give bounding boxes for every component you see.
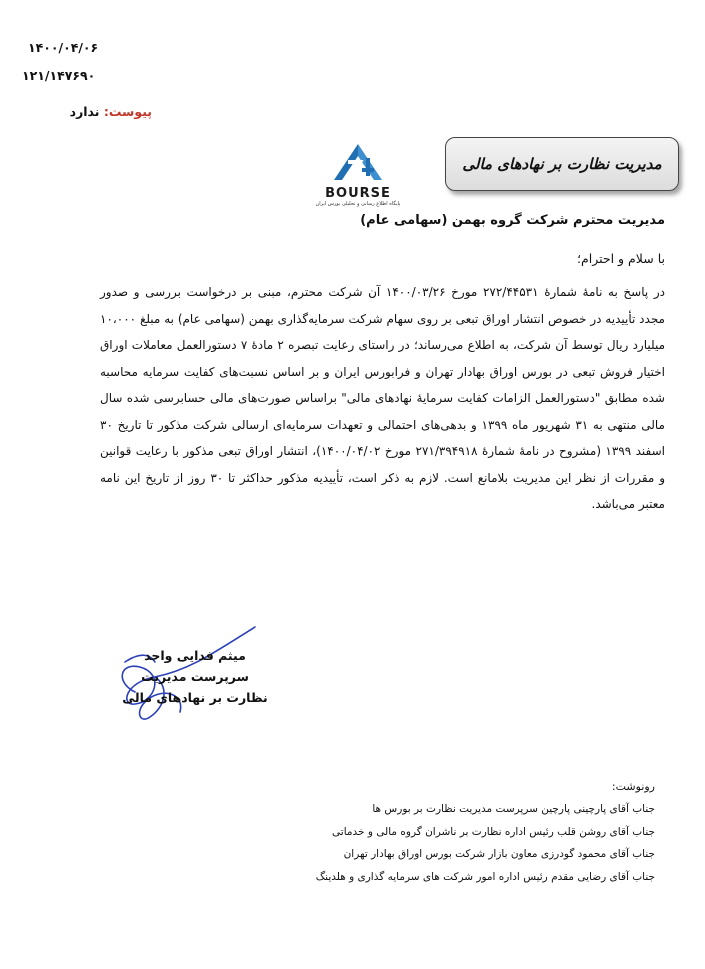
greeting: با سلام و احترام؛: [577, 251, 665, 266]
signatory-title: سرپرست مدیریت: [141, 669, 249, 684]
cc-list: [316, 798, 655, 888]
list-item: جناب آقای روشن قلب رئیس اداره نظارت بر ناشران گروه مالی و خدماتی: [332, 825, 655, 838]
signatory-name: میثم فدایی واحد: [144, 648, 246, 663]
attachment-value: ندارد: [69, 104, 100, 119]
logo-text: BOURSE: [325, 186, 391, 201]
cc-title: رونوشت:: [611, 780, 655, 793]
letter-date: ۱۴۰۰/۰۴/۰۶: [28, 40, 99, 55]
list-item: جناب آقای محمود گودرزی معاون بازار شرکت بورس اوراق بهادار تهران: [343, 848, 655, 860]
letter-number: ۱۲۱/۱۴۷۶۹۰: [22, 68, 96, 83]
list-item: جناب آقای پارچینی پارچین سرپرست مدیریت نظارت بر بورس ها: [372, 803, 655, 815]
signature-block: [120, 645, 270, 708]
attachment-label: پیوست:: [103, 104, 152, 119]
attachment-line: [60, 104, 152, 119]
logo-subtitle: پایگاه اطلاع رسانی و تحلیلی بورس ایران: [315, 201, 401, 207]
recipient: مدیریت محترم شرکت گروه بهمن (سهامی عام): [360, 213, 665, 228]
department-box: مدیریت نظارت بر نهادهای مالی: [445, 137, 679, 191]
letter-body: در پاسخ به نامۀ شمارۀ ۲۷۲/۴۴۵۳۱ مورخ ۱۴۰۰/۰۳/۲۶ آن شرکت محترم، مبنی بر درخواست بررسی و صدور مجدد تأییدیه در خصوص انتشار اوراق تبعی بر روی سهام شرکت سرمایه‌گذاری بهمن (سهامی عام) به مبلغ ۱۰،۰۰۰ میلیارد ریال توسط آن شرکت، به اطلاع می‌رساند؛ در راستای رعایت تبصره ۲ مادۀ ۷ دستورالعمل معاملات اوراق اختیار فروش تبعی در بورس اوراق بهادار تهران و فرابورس ایران و بر اساس نسبت‌های کفایت سرمایه محاسبه شده مطابق "دستورالعمل الزامات کفایت سرمایۀ نهادهای مالی" براساس صورت‌های مالی حسابرسی شده سال مالی منتهی به ۳۱ شهریور ماه ۱۳۹۹ و بدهی‌های احتمالی و تعهدات سرمایه‌ای ارسالی شرکت مذکور تا تاریخ ۳۰ اسفند ۱۳۹۹ (مشروح در نامۀ شمارۀ ۲۷۱/۳۹۴۹۱۸ مورخ ۱۴۰۰/۰۴/۰۲)، انتشار اوراق تبعی مذکور با رعایت قوانین و مقررات از نظر این مدیریت بلامانع است. لازم به ذکر است، تأییدیه مذکور حداکثر تا ۳۰ روز از تاریخ این نامه معتبر می‌باشد.: [100, 285, 666, 511]
list-item: جناب آقای رضایی مقدم رئیس اداره امور شرکت های سرمایه گذاری و هلدینگ: [315, 870, 655, 883]
signatory-department: نظارت بر نهادهای مالی: [122, 690, 268, 705]
